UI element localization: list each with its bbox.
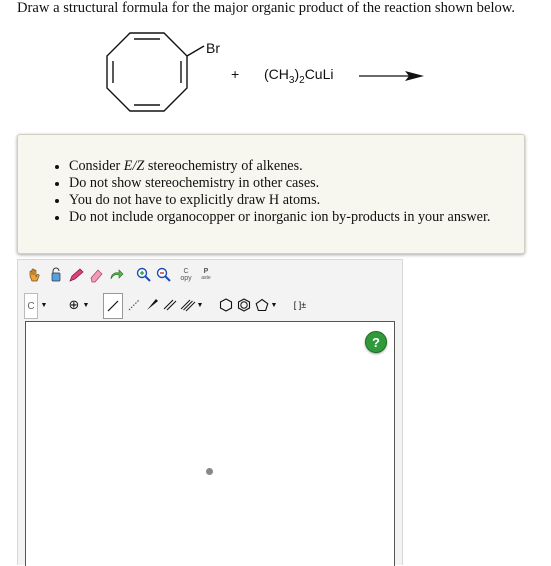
hand-icon[interactable] xyxy=(24,263,44,287)
atom-selector[interactable]: C xyxy=(24,293,38,319)
redo-icon[interactable] xyxy=(106,263,126,287)
structure-sketcher xyxy=(17,259,403,565)
hint-item: • Consider E/Z stereochemistry of alkenes. xyxy=(69,158,524,175)
pencil-icon[interactable] xyxy=(66,263,86,287)
paste-button[interactable] xyxy=(196,263,216,287)
help-button[interactable]: ? xyxy=(365,331,387,353)
chevron-down-icon[interactable]: ▼ xyxy=(40,301,48,309)
sketcher-toolbar-top xyxy=(20,263,400,289)
charge-button[interactable]: ⊕ xyxy=(68,297,80,312)
question-text: Draw a structural formula for the major organic product of the reaction shown below. xyxy=(17,0,516,16)
bracket-charge-button[interactable]: [ ]± xyxy=(293,300,307,310)
cyclohexane-icon[interactable] xyxy=(216,293,236,317)
chevron-down-icon[interactable]: ▼ xyxy=(270,301,278,309)
bromine-label: Br xyxy=(206,40,220,56)
sketcher-toolbar-bottom xyxy=(20,293,400,319)
paste-label-bottom: aste xyxy=(201,275,211,281)
zoom-out-icon[interactable] xyxy=(154,263,174,287)
reaction-scheme xyxy=(0,0,551,130)
benzene-icon[interactable] xyxy=(234,293,254,317)
paste-label-top: P xyxy=(203,268,209,275)
lasso-erase-icon[interactable] xyxy=(46,263,66,287)
hint-item: • Do not show stereochemistry in other cases. xyxy=(69,175,524,192)
hint-item: • You do not have to explicitly draw H atoms. xyxy=(69,192,524,209)
wedge-bond-icon[interactable] xyxy=(142,293,162,317)
double-bond-icon[interactable] xyxy=(160,293,180,317)
copy-label-top: C xyxy=(183,268,189,275)
zoom-in-icon[interactable] xyxy=(134,263,154,287)
copy-button[interactable] xyxy=(176,263,196,287)
chevron-down-icon[interactable]: ▼ xyxy=(82,301,90,309)
canvas-center-dot xyxy=(206,468,213,475)
reagent-formula: $(CH_3)_2CuLi$ xyxy=(264,66,334,86)
hashed-bond-icon[interactable] xyxy=(124,293,144,317)
cyclooctatetraene-structure xyxy=(107,33,204,111)
copy-label-bottom: opy xyxy=(180,275,192,282)
drawing-canvas[interactable] xyxy=(25,321,395,566)
eraser-icon[interactable] xyxy=(86,263,106,287)
plus-sign: + xyxy=(231,66,240,82)
chevron-down-icon[interactable]: ▼ xyxy=(196,301,204,309)
reaction-arrow xyxy=(359,71,424,81)
hint-item: • Do not include organocopper or inorganic ion by-products in your answer. xyxy=(69,209,524,226)
single-bond-icon[interactable] xyxy=(103,293,123,319)
instructions-box xyxy=(17,134,525,254)
